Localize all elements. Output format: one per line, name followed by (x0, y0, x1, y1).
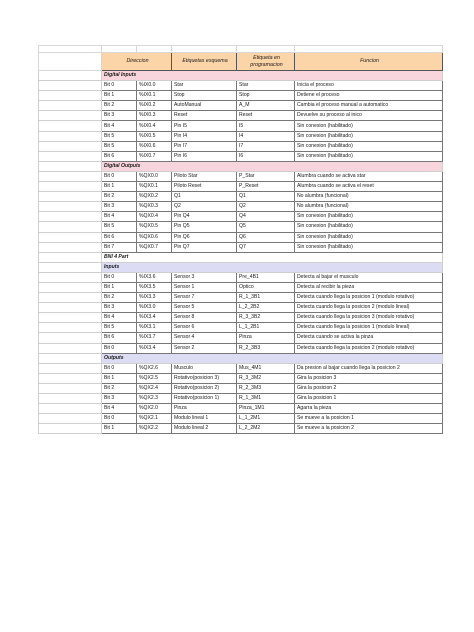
cell-address: %QX2.0 (137, 404, 172, 414)
table-row (39, 91, 443, 101)
table-row (39, 111, 443, 121)
cell-schema-label: Sensor 2 (172, 343, 237, 353)
cell-schema-label: Sensor 5 (172, 303, 237, 313)
cell-program-label: Q6 (237, 232, 295, 242)
cell-schema-label: Piloto Star (172, 171, 237, 181)
cell-bit: Bit 1 (102, 182, 137, 192)
cell-program-label: Pinza (237, 333, 295, 343)
cell-program-label: Q7 (237, 242, 295, 252)
cell-address: %IX3.6 (137, 272, 172, 282)
cell-bit: Bit 1 (102, 424, 137, 434)
cell-bit: Bit 3 (102, 202, 137, 212)
spreadsheet (38, 45, 424, 434)
table-row (39, 333, 443, 343)
cell-function: Se mueve a la posicion 1 (295, 414, 443, 424)
table-row (39, 202, 443, 212)
cell-schema-label: Modulo lineal 1 (172, 414, 237, 424)
table-row (39, 222, 443, 232)
cell-program-label: A_M (237, 101, 295, 111)
cell-program-label: R_1_3B1 (237, 293, 295, 303)
table-row (39, 242, 443, 252)
cell-function: Alumbra cuando se activa star (295, 171, 443, 181)
section-label: Inputs (102, 262, 443, 272)
cell-program-label: Q2 (237, 202, 295, 212)
cell-address: %QX0.2 (137, 192, 172, 202)
cell-schema-label: Sensor 7 (172, 293, 237, 303)
cell-schema-label: Q2 (172, 202, 237, 212)
cell-schema-label: Pin I6 (172, 151, 237, 161)
cell-function: Se mueve a la posicion 2 (295, 424, 443, 434)
cell-function: Sin conexion (habilitado) (295, 131, 443, 141)
cell-schema-label: Sensor 4 (172, 333, 237, 343)
cell-address: %IX3.5 (137, 282, 172, 292)
table-row (39, 192, 443, 202)
table-row (39, 373, 443, 383)
table-row (39, 151, 443, 161)
cell-program-label: I6 (237, 151, 295, 161)
cell-schema-label: Pin Q4 (172, 212, 237, 222)
cell-bit: Bit 7 (102, 242, 137, 252)
cell-address: %QX2.6 (137, 363, 172, 373)
cell-program-label: I4 (237, 131, 295, 141)
cell-program-label: L_2_2M2 (237, 424, 295, 434)
table-row (39, 282, 443, 292)
cell-program-label: R_3_3M2 (237, 373, 295, 383)
cell-address: %IX0.6 (137, 141, 172, 151)
header-row (39, 53, 443, 71)
cell-bit: Bit 3 (102, 394, 137, 404)
cell-function: Detecta cuando llega la posicion 1 (modulo lineal) (295, 323, 443, 333)
cell-program-label: Q4 (237, 212, 295, 222)
cell-schema-label: Musculo (172, 363, 237, 373)
cell-address: %QX0.4 (137, 212, 172, 222)
cell-address: %IX0.4 (137, 121, 172, 131)
cell-function: Detecta cuando llega la posicion 2 (modulo rotativo) (295, 343, 443, 353)
cell-address: %IX0.2 (137, 101, 172, 111)
cell-address: %QX2.3 (137, 394, 172, 404)
cell-function: Da presion al bajar cuando llega la posicion 2 (295, 363, 443, 373)
cell-function: Detecta cuando llega la posicion 2 (modulo lineal) (295, 303, 443, 313)
cell-address: %IX0.5 (137, 131, 172, 141)
cell-function: Sin conexion (habilitado) (295, 151, 443, 161)
table-row (39, 303, 443, 313)
cell-bit: Bit 2 (102, 383, 137, 393)
cell-program-label: R_3_3B2 (237, 313, 295, 323)
cell-program-label: Mus_4M1 (237, 363, 295, 373)
section-label: Outputs (102, 353, 443, 363)
cell-program-label: Stop (237, 91, 295, 101)
cell-function: Devuelve su proceso al inico (295, 111, 443, 121)
cell-bit: Bit 5 (102, 323, 137, 333)
table-row (39, 121, 443, 131)
cell-address: %IX0.7 (137, 151, 172, 161)
cell-bit: Bit 5 (102, 141, 137, 151)
table-row (39, 383, 443, 393)
cell-schema-label: Piloto Reset (172, 182, 237, 192)
cell-program-label: Pre_4B1 (237, 272, 295, 282)
cell-bit: Bit 5 (102, 222, 137, 232)
io-table (38, 45, 443, 434)
cell-bit: Bit 4 (102, 121, 137, 131)
cell-bit: Bit 6 (102, 333, 137, 343)
cell-schema-label: Sensor 3 (172, 272, 237, 282)
cell-function: Gira la posicion 3 (295, 373, 443, 383)
cell-bit: Bit 0 (102, 272, 137, 282)
cell-program-label: R_2_3B3 (237, 343, 295, 353)
table-row (39, 182, 443, 192)
cell-program-label: L_2_2B2 (237, 303, 295, 313)
cell-function: Detecta cuando se activa la pinza (295, 333, 443, 343)
cell-bit: Bit 4 (102, 313, 137, 323)
cell-function: Sin conexion (habilitado) (295, 141, 443, 151)
cell-program-label: I5 (237, 121, 295, 131)
cell-function: Alumbra cuando se activa el reset (295, 182, 443, 192)
header-funcion: Funcion (295, 53, 443, 71)
cell-schema-label: Pin Q7 (172, 242, 237, 252)
cell-schema-label: Modulo lineal 2 (172, 424, 237, 434)
table-row (39, 394, 443, 404)
header-direccion: Direccion (102, 53, 172, 71)
cell-program-label: Pinza_1M1 (237, 404, 295, 414)
cell-program-label: Star (237, 81, 295, 91)
cell-bit: Bit 6 (102, 232, 137, 242)
cell-bit: Bit 2 (102, 192, 137, 202)
cell-address: %IX3.3 (137, 293, 172, 303)
cell-bit: Bit 0 (102, 81, 137, 91)
section-label: Digital Inputs (102, 71, 443, 81)
cell-bit: Bit 4 (102, 404, 137, 414)
cell-schema-label: Pin I5 (172, 121, 237, 131)
table-row (39, 81, 443, 91)
table-row (39, 141, 443, 151)
table-row (39, 232, 443, 242)
cell-function: Detiene el proceso (295, 91, 443, 101)
cell-bit: Bit 3 (102, 303, 137, 313)
cell-address: %QX0.7 (137, 242, 172, 252)
cell-address: %IX0.0 (137, 81, 172, 91)
table-row (39, 414, 443, 424)
cell-address: %QX0.0 (137, 171, 172, 181)
cell-bit: Bit 3 (102, 111, 137, 121)
section-row (39, 262, 443, 272)
cell-bit: Bit 0 (102, 171, 137, 181)
table-row (39, 363, 443, 373)
cell-bit: Bit 1 (102, 373, 137, 383)
cell-schema-label: Pin I7 (172, 141, 237, 151)
cell-program-label: Reset (237, 111, 295, 121)
cell-function: Gira la posicion 1 (295, 394, 443, 404)
cell-function: No alumbra (funcional) (295, 202, 443, 212)
cell-address: %QX2.1 (137, 414, 172, 424)
cell-function: Sin conexion (habilitado) (295, 121, 443, 131)
cell-schema-label: Rotativo(posicion 1) (172, 394, 237, 404)
cell-program-label: I7 (237, 141, 295, 151)
cell-function: Detecta al bajar el musculo (295, 272, 443, 282)
cell-program-label: Q1 (237, 192, 295, 202)
cell-program-label: R_1_3M1 (237, 394, 295, 404)
cell-schema-label: Reset (172, 111, 237, 121)
cell-schema-label: Rotativo(posicion 3) (172, 373, 237, 383)
cell-function: Detecta al recibir la pieza (295, 282, 443, 292)
cell-address: %QX2.4 (137, 383, 172, 393)
table-row (39, 293, 443, 303)
table-row (39, 313, 443, 323)
header-etiqueta-programacion: Etiqueta en programacion (237, 53, 295, 71)
cell-schema-label: Sensor 8 (172, 313, 237, 323)
cell-address: %IX3.4 (137, 343, 172, 353)
cell-address: %IX3.4 (137, 313, 172, 323)
cell-address: %IX0.1 (137, 91, 172, 101)
cell-schema-label: AutoManual (172, 101, 237, 111)
cell-program-label: P_Reset (237, 182, 295, 192)
cell-bit: Bit 0 (102, 343, 137, 353)
cell-address: %QX0.6 (137, 232, 172, 242)
cell-schema-label: Sensor 6 (172, 323, 237, 333)
section-row (39, 353, 443, 363)
table-row (39, 171, 443, 181)
cell-schema-label: Pinza (172, 404, 237, 414)
cell-bit: Bit 1 (102, 282, 137, 292)
cell-bit: Bit 6 (102, 151, 137, 161)
cell-program-label: R_2_3M3 (237, 383, 295, 393)
section-label: Digital Outputs (102, 161, 443, 171)
cell-schema-label: Pin I4 (172, 131, 237, 141)
cell-function: Sin conexion (habilitado) (295, 232, 443, 242)
cell-schema-label: Stop (172, 91, 237, 101)
cell-function: Sin conexion (habilitado) (295, 242, 443, 252)
cell-bit: Bit 2 (102, 101, 137, 111)
table-row (39, 131, 443, 141)
table-row (39, 343, 443, 353)
cell-address: %QX2.5 (137, 373, 172, 383)
cell-bit: Bit 0 (102, 363, 137, 373)
table-row (39, 101, 443, 111)
cell-program-label: Q5 (237, 222, 295, 232)
cell-bit: Bit 1 (102, 91, 137, 101)
cell-bit: Bit 5 (102, 131, 137, 141)
cell-function: Agarra la pieza (295, 404, 443, 414)
cell-function: Gira la posicion 2 (295, 383, 443, 393)
section-row (39, 71, 443, 81)
cell-address: %QX2.2 (137, 424, 172, 434)
table-row (39, 272, 443, 282)
cell-schema-label: Pin Q5 (172, 222, 237, 232)
cell-function: Sin conexion (habilitado) (295, 212, 443, 222)
cell-address: %QX0.3 (137, 202, 172, 212)
cell-program-label: L_1_2B1 (237, 323, 295, 333)
cell-address: %QX0.1 (137, 182, 172, 192)
cell-function: No alumbra (funcional) (295, 192, 443, 202)
section-row (39, 252, 443, 262)
cell-schema-label: Pin Q6 (172, 232, 237, 242)
spacer-row (39, 46, 443, 53)
cell-schema-label: Sensor 1 (172, 282, 237, 292)
cell-function: Detecta cuando llega la posicion 1 (modulo rotativo) (295, 293, 443, 303)
cell-bit: Bit 2 (102, 293, 137, 303)
cell-bit: Bit 0 (102, 414, 137, 424)
table-row (39, 323, 443, 333)
cell-schema-label: Star (172, 81, 237, 91)
section-row (39, 161, 443, 171)
cell-function: Inicia el proceso (295, 81, 443, 91)
table-row (39, 404, 443, 414)
cell-program-label: Optico (237, 282, 295, 292)
table-row (39, 424, 443, 434)
cell-program-label: L_1_2M1 (237, 414, 295, 424)
cell-address: %IX3.1 (137, 323, 172, 333)
section-label: BNI 4 Part (102, 252, 443, 262)
table-row (39, 212, 443, 222)
cell-function: Cambia el proceso manual a automatico (295, 101, 443, 111)
cell-bit: Bit 4 (102, 212, 137, 222)
header-etiquetas-esquema: Etiquetas esquema (172, 53, 237, 71)
cell-function: Sin conexion (habilitado) (295, 222, 443, 232)
cell-function: Detecta cuando llega la posicion 3 (modulo rotativo) (295, 313, 443, 323)
cell-schema-label: Q1 (172, 192, 237, 202)
cell-address: %QX0.5 (137, 222, 172, 232)
cell-program-label: P_Star (237, 171, 295, 181)
cell-address: %IX3.0 (137, 303, 172, 313)
cell-schema-label: Rotativo(posicion 2) (172, 383, 237, 393)
cell-address: %IX3.7 (137, 333, 172, 343)
cell-address: %IX0.3 (137, 111, 172, 121)
